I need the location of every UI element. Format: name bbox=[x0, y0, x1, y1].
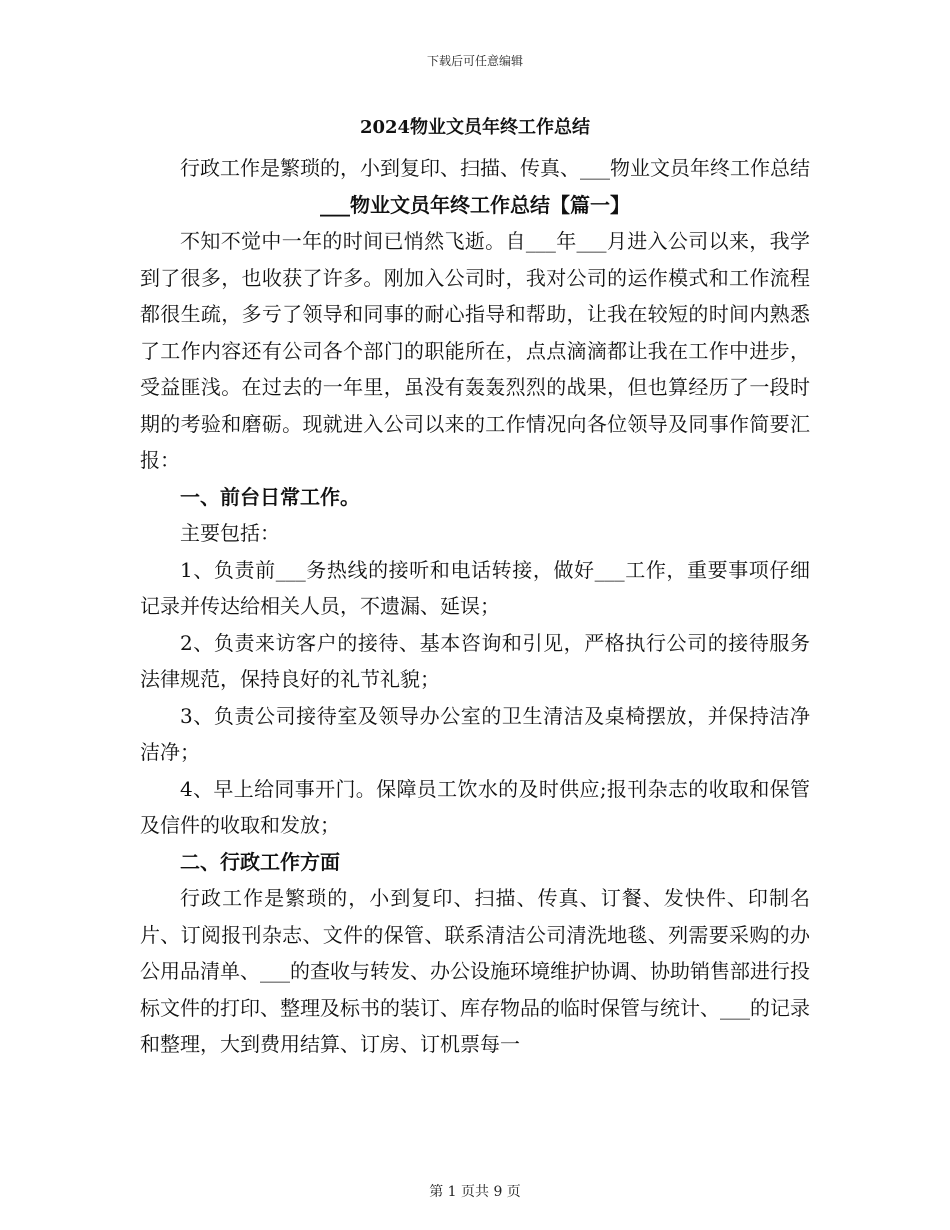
list-item: 3、负责公司接待室及领导办公室的卫生清洁及桌椅摆放，并保持洁净洁净； bbox=[140, 703, 810, 764]
document-body bbox=[140, 112, 810, 1063]
list-item: 2、负责来访客户的接待、基本咨询和引见，严格执行公司的接待服务法律规范，保持良好的礼节礼貌； bbox=[140, 630, 810, 691]
document-title: 2024物业文员年终工作总结 bbox=[359, 117, 591, 138]
intro-paragraph: 行政工作是繁琐的，小到复印、扫描、传真、___物业文员年终工作总结 bbox=[180, 156, 810, 180]
list-item: 1、负责前___务热线的接听和电话转接，做好___工作，重要事项仔细记录并传达给相关人员，不遗漏、延误； bbox=[140, 557, 810, 618]
heading-front-desk: 一、前台日常工作。 bbox=[180, 484, 360, 509]
list-item: 4、早上给同事开门。保障员工饮水的及时供应;报刊杂志的收取和保管及信件的收取和发放； bbox=[140, 776, 810, 837]
main-includes-label: 主要包括： bbox=[180, 521, 280, 545]
section-title: ___物业文员年终工作总结【篇一】 bbox=[320, 192, 630, 217]
heading-admin-work: 二、行政工作方面 bbox=[180, 849, 340, 874]
admin-paragraph: 行政工作是繁琐的，小到复印、扫描、传真、订餐、发快件、印制名片、订阅报刊杂志、文件的保管、联系清洁公司清洗地毯、列需要采购的办公用品清单、___的查收与转发、办公设施环境维护协调、协助销售部进行投标文件的打印、整理及标书的装订、库存物品的临时保管与统计、___的记录和整理，大到费用结算、订房、订机票每一 bbox=[140, 886, 810, 1056]
page-number-footer: 第 1 页共 9 页 bbox=[429, 1184, 521, 1200]
opening-paragraph: 不知不觉中一年的时间已悄然飞逝。自___年___月进入公司以来，我学到了很多，也收获了许多。刚加入公司时，我对公司的运作模式和工作流程都很生疏，多亏了领导和同事的耐心指导和帮助，让我在较短的时间内熟悉了工作内容还有公司各个部门的职能所在，点点滴滴都让我在工作中进步，受益匪浅。在过去的一年里，虽没有轰轰烈烈的战果，但也算经历了一段时期的考验和磨砺。现就进入公司以来的工作情况向各位领导及同事作简要汇报： bbox=[140, 229, 810, 472]
page-header-note: 下载后可任意编辑 bbox=[426, 54, 523, 68]
